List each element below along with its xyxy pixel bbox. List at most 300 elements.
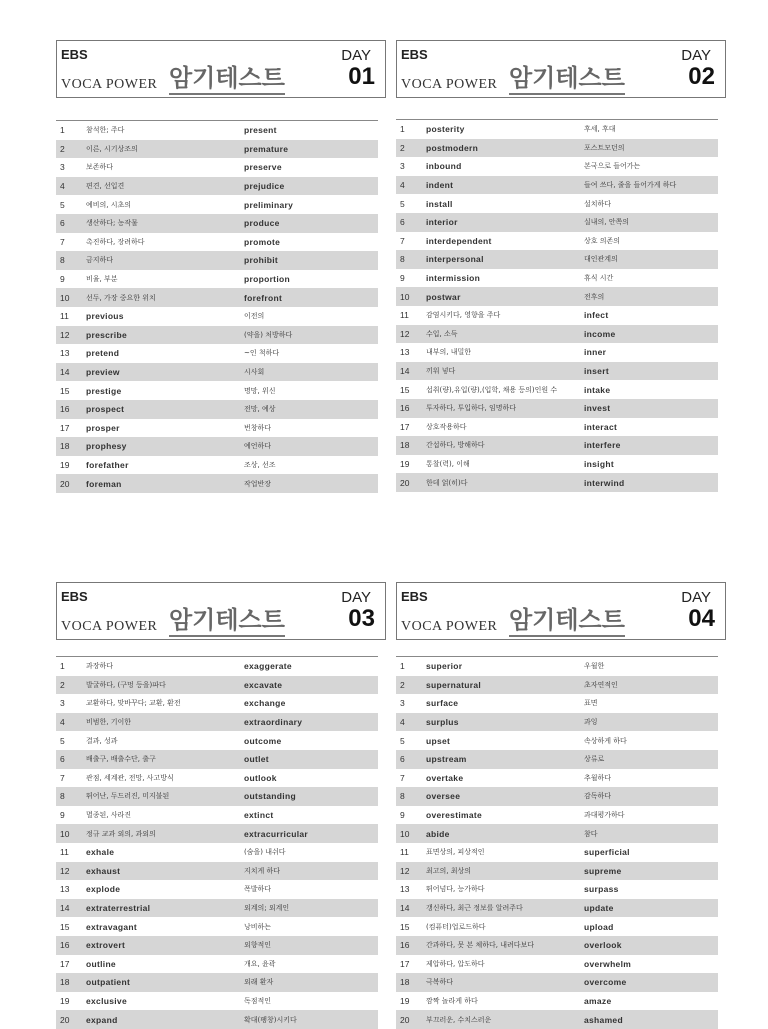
question-cell: 금지하다 bbox=[86, 256, 114, 265]
row-number: 19 bbox=[60, 995, 70, 1006]
question-cell: 관점, 세계관, 전망, 사고방식 bbox=[86, 773, 174, 782]
table-row bbox=[396, 194, 718, 213]
table-row bbox=[396, 1010, 718, 1029]
row-number: 4 bbox=[60, 717, 65, 728]
question-cell: 참석한; 주다 bbox=[86, 126, 125, 135]
card-header bbox=[56, 40, 386, 98]
row-number: 2 bbox=[60, 143, 65, 154]
answer-cell: 낭비하는 bbox=[244, 922, 272, 931]
table-row bbox=[56, 787, 378, 806]
question-cell: 이른, 시기상조의 bbox=[86, 144, 138, 153]
day-label: DAY bbox=[681, 47, 711, 64]
row-number: 7 bbox=[60, 772, 65, 783]
answer-cell: interwind bbox=[584, 477, 625, 488]
answer-cell: outlook bbox=[244, 772, 277, 783]
table-row bbox=[56, 1010, 378, 1029]
answer-cell: 개요, 윤곽 bbox=[244, 959, 276, 968]
table-row bbox=[396, 250, 718, 269]
answer-cell: 포스트모던의 bbox=[584, 143, 625, 152]
question-cell: indent bbox=[426, 180, 454, 191]
question-cell: 감염시키다, 영향을 주다 bbox=[426, 311, 501, 320]
row-number: 5 bbox=[60, 735, 65, 746]
day-label: DAY bbox=[681, 589, 711, 606]
day-label: DAY bbox=[341, 589, 371, 606]
table-row bbox=[56, 214, 378, 233]
question-cell: 부끄러운, 수치스러운 bbox=[426, 1015, 492, 1024]
answer-cell: outstanding bbox=[244, 791, 296, 802]
row-number: 19 bbox=[400, 458, 410, 469]
table-row bbox=[396, 899, 718, 918]
answer-cell: insert bbox=[584, 366, 609, 377]
table-row bbox=[56, 713, 378, 732]
answer-cell: 지치게 하다 bbox=[244, 866, 281, 875]
table-row bbox=[396, 473, 718, 492]
question-cell: 촉진하다, 장려하다 bbox=[86, 237, 145, 246]
row-number: 7 bbox=[60, 236, 65, 247]
question-cell: pretend bbox=[86, 348, 120, 359]
row-number: 20 bbox=[400, 1014, 410, 1025]
question-cell: upset bbox=[426, 735, 451, 746]
row-number: 3 bbox=[60, 698, 65, 709]
row-number: 9 bbox=[400, 810, 405, 821]
question-cell: 통찰(력), 이해 bbox=[426, 459, 470, 468]
table-row bbox=[56, 862, 378, 881]
row-number: 20 bbox=[60, 1014, 70, 1025]
table-row bbox=[396, 917, 718, 936]
table-row bbox=[56, 363, 378, 382]
row-number: 6 bbox=[400, 754, 405, 765]
row-number: 8 bbox=[60, 791, 65, 802]
answer-cell: 상류로 bbox=[584, 755, 605, 764]
answer-cell: proportion bbox=[244, 274, 290, 285]
question-cell: 뛰어넘다, 능가하다 bbox=[426, 885, 485, 894]
row-number: 6 bbox=[60, 754, 65, 765]
row-number: 2 bbox=[60, 679, 65, 690]
day-number: 03 bbox=[348, 605, 375, 632]
question-cell: prescribe bbox=[86, 329, 127, 340]
table-row bbox=[396, 120, 718, 139]
answer-cell: prohibit bbox=[244, 255, 279, 266]
answer-cell: 외계의; 외계인 bbox=[244, 904, 290, 913]
row-number: 9 bbox=[60, 274, 65, 285]
question-cell: outpatient bbox=[86, 977, 131, 988]
row-number: 16 bbox=[60, 940, 70, 951]
question-cell: extraterrestrial bbox=[86, 903, 151, 914]
question-cell: 생산하다; 농작물 bbox=[86, 219, 138, 228]
question-cell: exhaust bbox=[86, 865, 121, 876]
table-row bbox=[396, 343, 718, 362]
table-row bbox=[56, 973, 378, 992]
row-number: 8 bbox=[60, 255, 65, 266]
answer-cell: 초자연적인 bbox=[584, 680, 618, 689]
table-row bbox=[56, 177, 378, 196]
row-number: 5 bbox=[400, 735, 405, 746]
row-number: 17 bbox=[60, 422, 70, 433]
row-number: 17 bbox=[400, 421, 410, 432]
table-row bbox=[56, 899, 378, 918]
question-cell: 정규 교과 외의, 과외의 bbox=[86, 829, 156, 838]
question-cell: 발굴하다, (구멍 등을)파다 bbox=[86, 680, 166, 689]
table-row bbox=[396, 973, 718, 992]
test-title: 암기테스트 bbox=[169, 63, 285, 95]
question-cell: inbound bbox=[426, 161, 462, 172]
answer-cell: interact bbox=[584, 421, 618, 432]
row-number: 4 bbox=[60, 181, 65, 192]
table-row bbox=[56, 474, 378, 493]
row-number: 3 bbox=[400, 161, 405, 172]
table-row bbox=[56, 824, 378, 843]
row-number: 18 bbox=[60, 977, 70, 988]
row-number: 10 bbox=[60, 292, 70, 303]
answer-cell: 실내의, 안쪽의 bbox=[584, 218, 630, 227]
row-number: 4 bbox=[400, 180, 405, 191]
row-number: 18 bbox=[400, 977, 410, 988]
table-row bbox=[396, 676, 718, 695]
table-row bbox=[56, 400, 378, 419]
question-cell: interpersonal bbox=[426, 254, 484, 265]
day-number: 01 bbox=[348, 63, 375, 90]
row-number: 1 bbox=[400, 661, 405, 672]
question-cell: 표면상의, 피상적인 bbox=[426, 848, 485, 857]
table-row bbox=[396, 362, 718, 381]
table-row bbox=[56, 843, 378, 862]
table-row bbox=[396, 157, 718, 176]
table-row bbox=[396, 955, 718, 974]
table-row bbox=[396, 306, 718, 325]
table-row bbox=[56, 955, 378, 974]
row-number: 13 bbox=[400, 884, 410, 895]
answer-cell: inner bbox=[584, 347, 607, 358]
table-row bbox=[396, 380, 718, 399]
row-number: 5 bbox=[60, 199, 65, 210]
answer-cell: 휴식 시간 bbox=[584, 274, 614, 283]
answer-cell: 속상하게 하다 bbox=[584, 736, 627, 745]
answer-cell: (약을) 처방하다 bbox=[244, 330, 293, 339]
row-number: 11 bbox=[60, 311, 69, 322]
question-cell: 상호작용하다 bbox=[426, 422, 467, 431]
row-number: 9 bbox=[400, 273, 405, 284]
row-number: 17 bbox=[400, 958, 410, 969]
row-number: 15 bbox=[60, 921, 70, 932]
row-number: 1 bbox=[400, 124, 405, 135]
question-cell: install bbox=[426, 198, 453, 209]
answer-cell: outlet bbox=[244, 754, 269, 765]
table-row bbox=[56, 917, 378, 936]
question-cell: 보존하다 bbox=[86, 163, 114, 172]
card-header bbox=[396, 40, 726, 98]
subtitle-label: VOCA POWER bbox=[61, 77, 158, 92]
day-number: 02 bbox=[688, 63, 715, 90]
subtitle-label: VOCA POWER bbox=[61, 619, 158, 634]
question-cell: 결과, 성과 bbox=[86, 736, 118, 745]
question-cell: (컴퓨터)업로드하다 bbox=[426, 922, 486, 931]
answer-cell: preserve bbox=[244, 162, 282, 173]
question-cell: 간과하다, 못 본 체하다, 내려다보다 bbox=[426, 941, 535, 950]
answer-cell: 상호 의존의 bbox=[584, 236, 621, 245]
row-number: 12 bbox=[60, 329, 70, 340]
question-cell: postmodern bbox=[426, 142, 479, 153]
table-row bbox=[396, 287, 718, 306]
row-number: 18 bbox=[60, 441, 70, 452]
table-row bbox=[396, 806, 718, 825]
question-cell: 교환하다, 맞바꾸다; 교환, 환전 bbox=[86, 699, 181, 708]
question-cell: 끼워 넣다 bbox=[426, 367, 456, 376]
subtitle-label: VOCA POWER bbox=[401, 619, 498, 634]
table-row bbox=[396, 436, 718, 455]
question-cell: 간섭하다, 방해하다 bbox=[426, 441, 485, 450]
question-cell: exclusive bbox=[86, 995, 127, 1006]
table-row bbox=[56, 657, 378, 676]
answer-cell: upload bbox=[584, 921, 614, 932]
answer-cell: ~인 척하다 bbox=[244, 349, 280, 358]
row-number: 19 bbox=[60, 459, 70, 470]
answer-cell: 들여 쓰다, 줄을 들어가게 하다 bbox=[584, 181, 677, 190]
day-card-04 bbox=[396, 582, 726, 1025]
row-number: 20 bbox=[400, 477, 410, 488]
question-cell: explode bbox=[86, 884, 121, 895]
row-number: 19 bbox=[400, 995, 410, 1006]
question-cell: prospect bbox=[86, 404, 125, 415]
row-number: 4 bbox=[400, 717, 405, 728]
test-title: 암기테스트 bbox=[509, 63, 625, 95]
table-row bbox=[56, 437, 378, 456]
brand-label: EBS bbox=[401, 47, 428, 62]
row-number: 20 bbox=[60, 478, 70, 489]
answer-cell: 이전의 bbox=[244, 312, 265, 321]
table-row bbox=[396, 176, 718, 195]
table-row bbox=[396, 694, 718, 713]
table-row bbox=[56, 381, 378, 400]
answer-cell: 전망, 예상 bbox=[244, 405, 276, 414]
answer-cell: promote bbox=[244, 236, 281, 247]
row-number: 12 bbox=[400, 865, 410, 876]
answer-cell: invest bbox=[584, 403, 611, 414]
answer-cell: 작업반장 bbox=[244, 479, 272, 488]
table-row bbox=[396, 769, 718, 788]
question-cell: abide bbox=[426, 828, 450, 839]
table-row bbox=[396, 862, 718, 881]
question-cell: interdependent bbox=[426, 235, 492, 246]
answer-cell: 시사회 bbox=[244, 368, 265, 377]
vocab-table bbox=[396, 656, 718, 1029]
table-row bbox=[396, 843, 718, 862]
table-row bbox=[396, 936, 718, 955]
answer-cell: preliminary bbox=[244, 199, 294, 210]
row-number: 16 bbox=[400, 940, 410, 951]
answer-cell: insight bbox=[584, 458, 614, 469]
table-row bbox=[56, 195, 378, 214]
answer-cell: infect bbox=[584, 310, 609, 321]
answer-cell: income bbox=[584, 328, 616, 339]
answer-cell: 후세, 후대 bbox=[584, 125, 616, 134]
day-card-01 bbox=[56, 40, 386, 489]
row-number: 2 bbox=[400, 679, 405, 690]
table-row bbox=[56, 288, 378, 307]
table-row bbox=[396, 455, 718, 474]
answer-cell: forefront bbox=[244, 292, 283, 303]
table-row bbox=[396, 213, 718, 232]
table-row bbox=[56, 140, 378, 159]
question-cell: 편견, 선입견 bbox=[86, 182, 125, 191]
question-cell: forefather bbox=[86, 459, 129, 470]
answer-cell: 확대(팽창)시키다 bbox=[244, 1015, 297, 1024]
question-cell: 비범한, 기이한 bbox=[86, 718, 132, 727]
row-number: 3 bbox=[400, 698, 405, 709]
row-number: 18 bbox=[400, 440, 410, 451]
row-number: 12 bbox=[400, 328, 410, 339]
question-cell: prophesy bbox=[86, 441, 127, 452]
question-cell: expand bbox=[86, 1014, 118, 1025]
answer-cell: 외향적인 bbox=[244, 941, 272, 950]
row-number: 14 bbox=[400, 366, 410, 377]
question-cell: postwar bbox=[426, 291, 461, 302]
table-row bbox=[56, 936, 378, 955]
row-number: 15 bbox=[400, 384, 410, 395]
answer-cell: 대인관계의 bbox=[584, 255, 618, 264]
answer-cell: 우월한 bbox=[584, 662, 605, 671]
row-number: 11 bbox=[400, 310, 409, 321]
row-number: 10 bbox=[60, 828, 70, 839]
answer-cell: produce bbox=[244, 218, 280, 229]
table-row bbox=[56, 676, 378, 695]
table-row bbox=[56, 456, 378, 475]
answer-cell: overcome bbox=[584, 977, 627, 988]
question-cell: surplus bbox=[426, 717, 459, 728]
vocab-table bbox=[396, 119, 718, 492]
answer-cell: extracurricular bbox=[244, 828, 309, 839]
answer-cell: overlook bbox=[584, 940, 622, 951]
question-cell: 수입, 소득 bbox=[426, 329, 458, 338]
question-cell: 선두, 가장 중요한 위치 bbox=[86, 293, 156, 302]
question-cell: extravagant bbox=[86, 921, 138, 932]
answer-cell: extinct bbox=[244, 810, 274, 821]
row-number: 14 bbox=[400, 903, 410, 914]
answer-cell: ashamed bbox=[584, 1014, 623, 1025]
vocab-table bbox=[56, 120, 378, 493]
answer-cell: supreme bbox=[584, 865, 622, 876]
card-header bbox=[396, 582, 726, 640]
table-row bbox=[56, 806, 378, 825]
question-cell: upstream bbox=[426, 754, 467, 765]
day-card-03 bbox=[56, 582, 386, 1025]
answer-cell: 외래 환자 bbox=[244, 978, 274, 987]
row-number: 11 bbox=[400, 847, 409, 858]
table-row bbox=[396, 657, 718, 676]
row-number: 5 bbox=[400, 198, 405, 209]
question-cell: outline bbox=[86, 958, 116, 969]
answer-cell: 참다 bbox=[584, 829, 598, 838]
question-cell: 갱신하다, 최근 정보를 알려주다 bbox=[426, 904, 523, 913]
answer-cell: 폭발하다 bbox=[244, 885, 272, 894]
answer-cell: 설치하다 bbox=[584, 199, 612, 208]
question-cell: posterity bbox=[426, 124, 465, 135]
table-row bbox=[396, 139, 718, 158]
table-row bbox=[56, 880, 378, 899]
answer-cell: exaggerate bbox=[244, 661, 292, 672]
question-cell: 섭취(량),유입(량),(입학, 채용 등의)인원 수 bbox=[426, 385, 558, 394]
question-cell: 내부의, 내밀한 bbox=[426, 348, 472, 357]
table-row bbox=[56, 750, 378, 769]
brand-label: EBS bbox=[401, 589, 428, 604]
question-cell: surface bbox=[426, 698, 459, 709]
row-number: 1 bbox=[60, 125, 65, 136]
table-row bbox=[396, 232, 718, 251]
question-cell: 극복하다 bbox=[426, 978, 454, 987]
row-number: 15 bbox=[60, 385, 70, 396]
day-number: 04 bbox=[688, 605, 715, 632]
answer-cell: intake bbox=[584, 384, 611, 395]
question-cell: 과장하다 bbox=[86, 662, 114, 671]
question-cell: preview bbox=[86, 367, 120, 378]
row-number: 2 bbox=[400, 142, 405, 153]
row-number: 12 bbox=[60, 865, 70, 876]
table-row bbox=[56, 233, 378, 252]
row-number: 8 bbox=[400, 791, 405, 802]
answer-cell: overwhelm bbox=[584, 958, 632, 969]
row-number: 17 bbox=[60, 958, 70, 969]
row-number: 9 bbox=[60, 810, 65, 821]
answer-cell: interfere bbox=[584, 440, 621, 451]
question-cell: 배출구, 배출수단, 출구 bbox=[86, 755, 156, 764]
table-row bbox=[396, 325, 718, 344]
question-cell: foreman bbox=[86, 478, 122, 489]
subtitle-label: VOCA POWER bbox=[401, 77, 498, 92]
vocab-table bbox=[56, 656, 378, 1029]
question-cell: superior bbox=[426, 661, 463, 672]
answer-cell: exchange bbox=[244, 698, 286, 709]
row-number: 13 bbox=[60, 348, 70, 359]
answer-cell: amaze bbox=[584, 995, 612, 1006]
question-cell: supernatural bbox=[426, 679, 482, 690]
table-row bbox=[396, 880, 718, 899]
row-number: 16 bbox=[60, 404, 70, 415]
row-number: 14 bbox=[60, 367, 70, 378]
table-row bbox=[396, 750, 718, 769]
test-title: 암기테스트 bbox=[509, 605, 625, 637]
day-label: DAY bbox=[341, 47, 371, 64]
table-row bbox=[56, 694, 378, 713]
answer-cell: outcome bbox=[244, 735, 282, 746]
row-number: 11 bbox=[60, 847, 69, 858]
answer-cell: 독점적인 bbox=[244, 996, 272, 1005]
row-number: 6 bbox=[400, 217, 405, 228]
answer-cell: 추월하다 bbox=[584, 773, 612, 782]
answer-cell: 과대평가하다 bbox=[584, 811, 625, 820]
row-number: 7 bbox=[400, 235, 405, 246]
question-cell: prosper bbox=[86, 422, 120, 433]
question-cell: 최고의, 최상의 bbox=[426, 866, 472, 875]
answer-cell: excavate bbox=[244, 679, 283, 690]
table-row bbox=[56, 326, 378, 345]
question-cell: overtake bbox=[426, 772, 464, 783]
table-row bbox=[56, 419, 378, 438]
test-title: 암기테스트 bbox=[169, 605, 285, 637]
table-row bbox=[396, 269, 718, 288]
question-cell: extrovert bbox=[86, 940, 126, 951]
table-row bbox=[56, 731, 378, 750]
row-number: 16 bbox=[400, 403, 410, 414]
row-number: 10 bbox=[400, 291, 410, 302]
table-row bbox=[56, 251, 378, 270]
table-row bbox=[396, 731, 718, 750]
question-cell: interior bbox=[426, 217, 458, 228]
answer-cell: (숨을) 내쉬다 bbox=[244, 848, 286, 857]
question-cell: 투자하다, 투입하다, 임명하다 bbox=[426, 404, 517, 413]
question-cell: 제압하다, 압도하다 bbox=[426, 959, 485, 968]
answer-cell: update bbox=[584, 903, 614, 914]
row-number: 13 bbox=[400, 347, 410, 358]
question-cell: intermission bbox=[426, 273, 481, 284]
